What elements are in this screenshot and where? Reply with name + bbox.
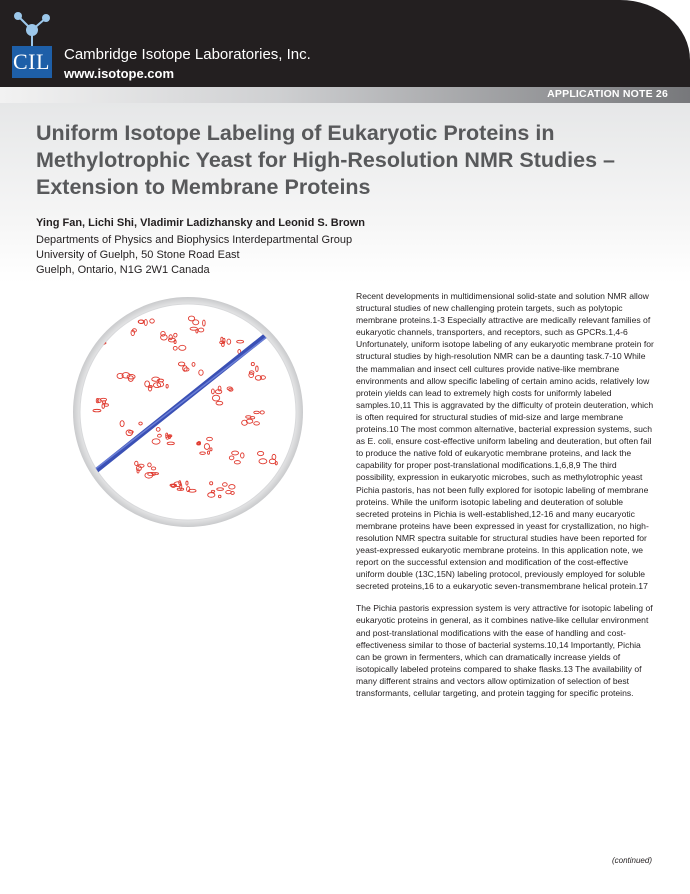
- website-link[interactable]: www.isotope.com: [64, 66, 175, 81]
- company-name: Cambridge Isotope Laboratories, Inc.: [64, 46, 311, 63]
- page-title: Uniform Isotope Labeling of Eukaryotic Proteins in Methylotrophic Yeast for High-Resolution NMR Studies – Extension to Membrane Proteins: [36, 121, 615, 199]
- header-bar: [0, 0, 690, 87]
- paragraph-1: Recent developments in multidimensional solid-state and solution NMR allow structural studies of new challenging protein targets, such as polytopic membrane proteins.1-3 Especially attractive are medically relevant families of eukaryotic channels, transporters, and receptors, such as GPCRs.1,4-6 Unfortunately, uniform isotope labeling of any eukaryotic membrane protein for structural studies by high-resolution NMR can be a daunting task.7-10 While the mammalian and insect cell cultures provide native-like membrane environments and allow specific labeling of certain amino acids, relatively low protein yields can lead to extremely high costs for uniformly labeled samples.10,11 This is aggravated by the difficulty of protein deuteration, which is often required for structural studies of mid-size and large membrane proteins.10 The most common alternative, bacterial expression systems, such as E. coli, ensure cost-effective uniform labeling and deuteration, but often fail to produce the native fold of eukaryotic membrane proteins, and lack the capability for proper post-translational modifications.1,6,8,9 The third possibility, expression in eukaryotic microbes, such as methylotrophic yeast Pichia pastoris, has not been fully explored for isotopic labeling of membrane proteins. While the uniform isotopic labeling and deuteration of soluble secreted proteins in Pichia is well-established,12-16 and many eucaryotic membrane proteins have been expressed in yeast for crystallization, no high-resolution NMR spectra suitable for structural studies have been reported for yeast-expressed eukaryotic membrane proteins. In this application note, we report on the successful extension and modification of the cost-effective uniform double (13C,15N) labeling protocol, previously employed for soluble secreted proteins,16 to a eukaryotic seven-transmembrane helical protein.17: [356, 291, 654, 592]
- paragraph-2: The Pichia pastoris expression system is very attractive for isotopic labeling of eukaryotic proteins in general, as it combines native-like cellular environment and post-translational modifications with the ease of handling and cost-effectiveness similar to those of bacterial systems.10,14 Importantly, Pichia can be grown in fermenters, which can dramatically increase yields of isotopically labeled proteins compared to shake flasks.13 The availability of many different strains and vectors allow optimization of selection of best transformants, cellular targeting, and protein tagging for specific proteins.: [356, 603, 653, 698]
- nmr-spectrum-figure: [72, 296, 304, 528]
- body-text: [356, 290, 656, 709]
- continued-note: (continued): [611, 856, 652, 865]
- affiliation-line: University of Guelph, 50 Stone Road East: [36, 249, 240, 261]
- application-note-label: APPLICATION NOTE 26: [547, 88, 668, 100]
- authors: Ying Fan, Lichi Shi, Vladimir Ladizhansky and Leonid S. Brown: [36, 217, 366, 229]
- affiliation-line: Departments of Physics and Biophysics Interdepartmental Group: [36, 234, 353, 246]
- affiliation-line: Guelph, Ontario, N1G 2W1 Canada: [36, 264, 210, 276]
- affiliation: [36, 233, 352, 278]
- logo-text: CIL: [13, 49, 50, 74]
